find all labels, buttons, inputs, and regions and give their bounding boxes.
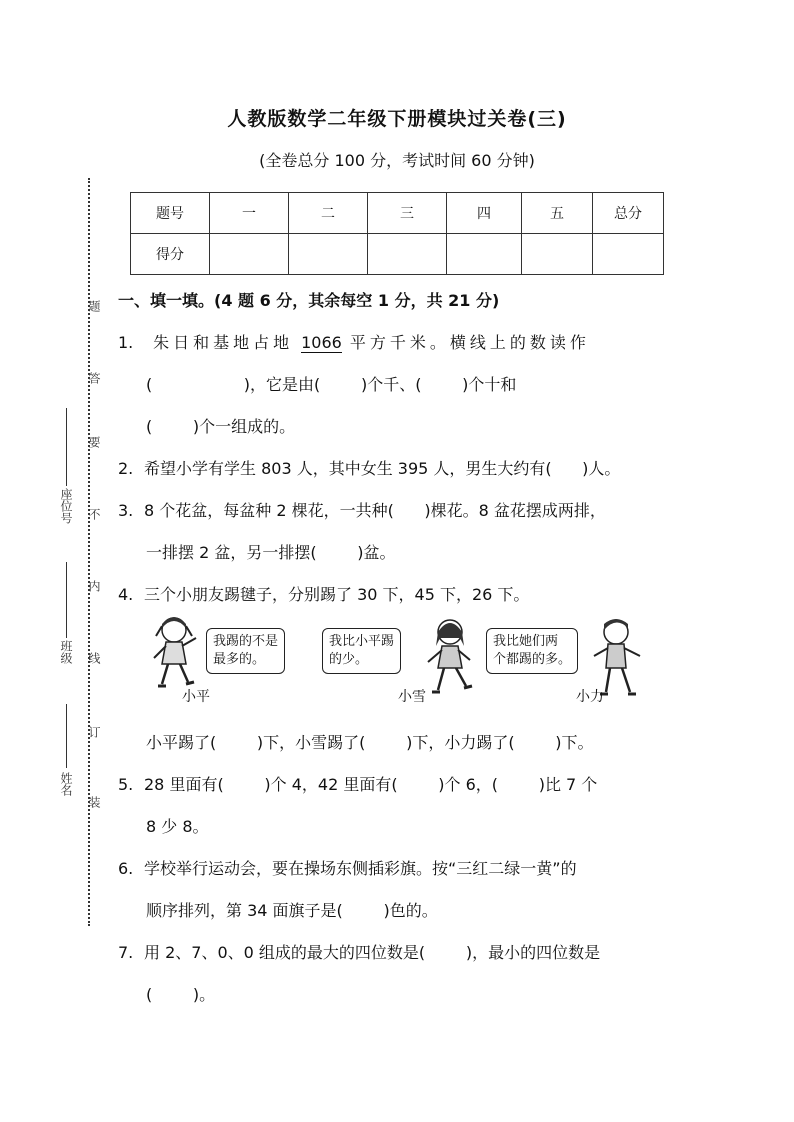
question-1-line-1 [118, 330, 590, 353]
score-table [130, 192, 664, 275]
score-header-cell: 三 [368, 193, 447, 234]
question-text: 学校举行运动会，要在操场东侧插彩旗。按“三红二绿一黄”的 [144, 859, 577, 878]
speech-line: 我比她们两 [493, 634, 559, 649]
page-title: 人教版数学二年级下册模块过关卷(三) [227, 108, 567, 130]
question-number: 3. [118, 501, 134, 520]
question-2 [118, 456, 620, 479]
speech-line: 的少。 [329, 652, 369, 667]
question-text: 希望小学有学生 803 人，其中女生 395 人，男生大约有( )人。 [144, 459, 621, 478]
question-3-line-1 [118, 498, 606, 521]
question-text: 28 里面有( )个 4，42 里面有( )个 6，( )比 7 个 [144, 775, 598, 794]
question-text: 朱日和基地占地 [153, 333, 294, 352]
score-cell[interactable] [210, 234, 289, 275]
speech-line: 最多的。 [213, 652, 266, 667]
score-header-cell: 二 [289, 193, 368, 234]
kid-name-xiaoli: 小力 [576, 689, 604, 705]
kid-xiaoxue-illustration [420, 616, 480, 702]
question-text: 8 个花盆，每盆种 2 棵花，一共种( )棵花。8 盆花摆成两排， [144, 501, 606, 520]
question-number: 6. [118, 859, 134, 878]
binding-warning-1: 题 [87, 300, 101, 312]
binding-warning-8: 装 [87, 796, 101, 808]
question-7-line-1 [118, 940, 600, 963]
score-cell[interactable] [289, 234, 368, 275]
score-header-cell: 一 [210, 193, 289, 234]
question-7-line-2: ( )。 [146, 985, 216, 1004]
score-table-header-row [131, 193, 664, 234]
question-number: 5. [118, 775, 134, 794]
question-number: 7. [118, 943, 134, 962]
score-cell[interactable] [522, 234, 593, 275]
speech-bubble-xiaoxue [322, 628, 401, 674]
question-6-line-1 [118, 856, 577, 879]
question-3-line-2: 一排摆 2 盆，另一排摆( )盆。 [146, 543, 396, 562]
binding-warning-7: 订 [87, 726, 101, 738]
question-number: 2. [118, 459, 134, 478]
question-6-line-2: 顺序排列，第 34 面旗子是( )色的。 [146, 901, 438, 920]
page-subtitle: (全卷总分 100 分，考试时间 60 分钟) [259, 151, 535, 170]
question-5-line-1 [118, 772, 597, 795]
question-text: 三个小朋友踢毽子，分别踢了 30 下，45 下，26 下。 [144, 585, 530, 604]
question-number: 1. [118, 333, 134, 352]
seat-number-line[interactable] [66, 408, 67, 486]
class-label: 班级 [59, 640, 73, 664]
name-line[interactable] [66, 704, 67, 768]
score-cell[interactable] [447, 234, 522, 275]
score-row-label: 得分 [131, 234, 210, 275]
binding-warning-4: 不 [87, 508, 101, 520]
kid-name-xiaoxue: 小雪 [398, 689, 426, 705]
question-text: 用 2、7、0、0 组成的最大的四位数是( )，最小的四位数是 [144, 943, 601, 962]
score-cell[interactable] [368, 234, 447, 275]
score-cell[interactable] [593, 234, 664, 275]
speech-bubble-xiaoli [486, 628, 578, 674]
question-4 [118, 582, 529, 605]
binding-dotted-line [88, 178, 90, 926]
score-header-cell: 四 [447, 193, 522, 234]
seat-number-label: 座位号 [59, 488, 73, 524]
binding-warning-5: 内 [87, 580, 101, 592]
question-1-line-3: ( )个一组成的。 [146, 417, 296, 436]
class-line[interactable] [66, 562, 67, 638]
kid-name-xiaoping: 小平 [182, 689, 210, 705]
question-text: 平方千米。横线上的数读作 [349, 333, 590, 352]
underlined-number: 1066 [301, 333, 342, 352]
speech-line: 我比小平踢 [329, 634, 395, 649]
score-table-score-row [131, 234, 664, 275]
binding-warning-6: 线 [87, 652, 101, 664]
binding-warning-3: 要 [87, 436, 101, 448]
speech-line: 个都踢的多。 [493, 652, 572, 667]
name-label: 姓名 [59, 772, 73, 796]
question-4-answer-line: 小平踢了( )下，小雪踢了( )下，小力踢了( )下。 [146, 733, 594, 752]
score-header-cell: 题号 [131, 193, 210, 234]
speech-bubble-xiaoping [206, 628, 285, 674]
question-number: 4. [118, 585, 134, 604]
speech-line: 我踢的不是 [213, 634, 279, 649]
question-5-line-2: 8 少 8。 [146, 817, 209, 836]
question-1-line-2: ( )，它是由( )个千、( )个十和 [146, 375, 517, 394]
section-heading: 一、填一填。(4 题 6 分，其余每空 1 分，共 21 分) [118, 291, 500, 310]
score-header-cell: 五 [522, 193, 593, 234]
score-header-cell: 总分 [593, 193, 664, 234]
binding-warning-2: 答 [87, 372, 101, 384]
